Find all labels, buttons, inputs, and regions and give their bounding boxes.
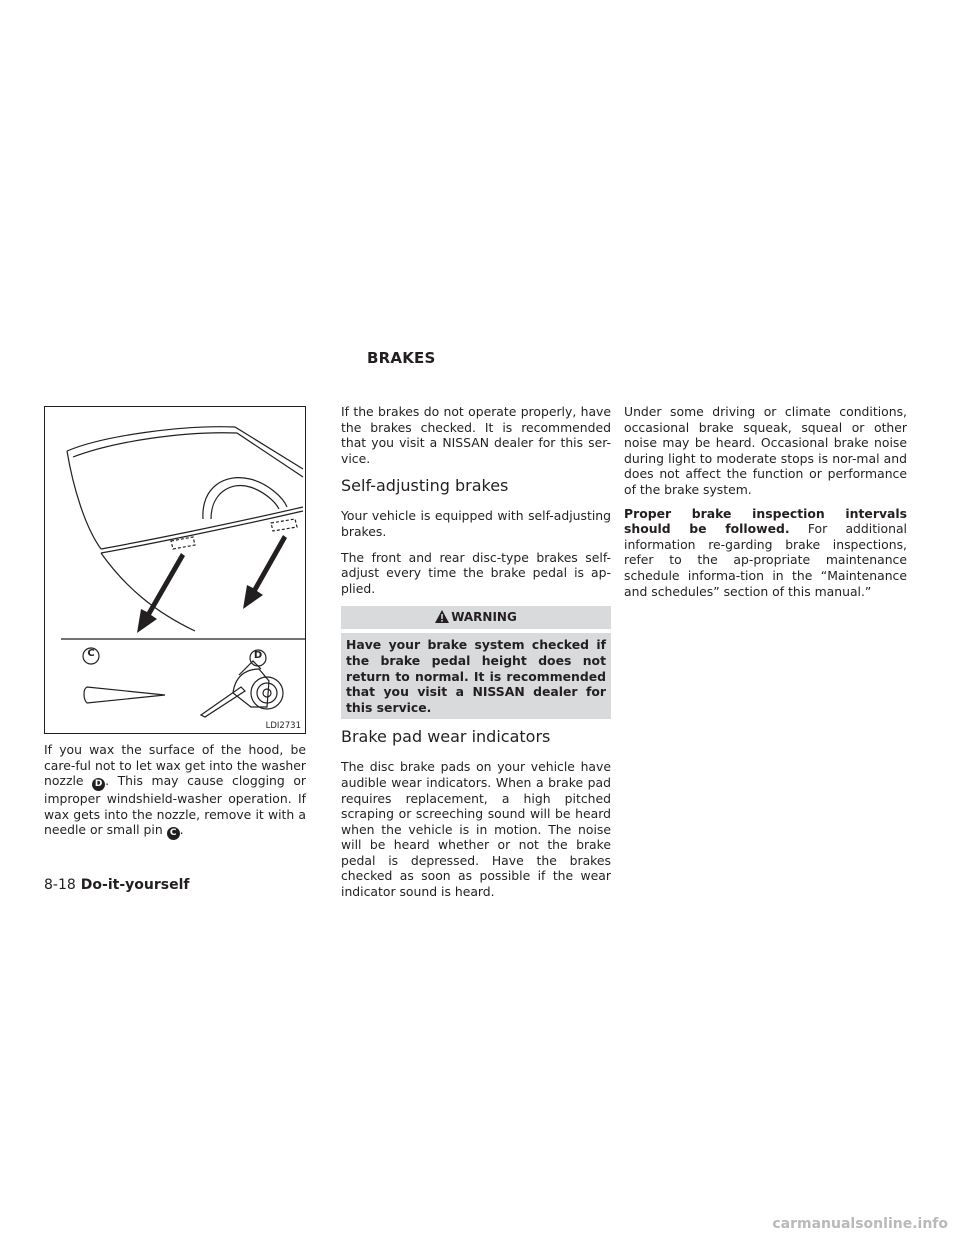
brake-noise-paragraph: Under some driving or climate conditions, occasional brake squeak, squeal or other noise may be heard. Occasional brake noise during light to moderate stops is nor-mal and does not affect the function or performance of the brake system. [624,404,907,497]
hood-illustration [45,407,305,733]
figure-code: LDI2731 [265,721,301,731]
page-number: 8-18 [44,877,76,893]
warning-header [341,606,611,629]
brakes-intro-paragraph: If the brakes do not operate properly, have the brakes checked. It is recommended that you visit a NISSAN dealer for this ser-vice. [341,404,611,466]
hood-washer-nozzle-figure [44,406,306,734]
self-adjusting-heading: Self-adjusting brakes [341,476,509,496]
needle-illustration [84,687,165,703]
callout-c-label: C [87,648,95,659]
warning-label: WARNING [451,610,517,625]
column-3 [624,404,907,607]
wear-indicators-paragraph: The disc brake pads on your vehicle have audible wear indicators. When a brake pad requires replacement, a high pitched scraping or screeching sound will be heard when the vehicle is in motion. The noise will be heard whether or not the brake pedal is depressed. Have the brakes checked as soon as possible if the wear indicator sound is heard. [341,759,611,900]
self-adjusting-paragraph-2: The front and rear disc-type brakes self-adjust every time the brake pedal is ap-plied. [341,549,611,596]
wear-indicators-heading: Brake pad wear indicators [341,727,551,747]
hood-wax-paragraph: If you wax the surface of the hood, be care-ful not to let wax get into the washer nozzle D . This may cause clogging or improper windshield-washer operation. If wax gets into the nozzle, remove it with a needle or small pin C . [44,742,306,839]
chapter-title: Do-it-yourself [80,877,190,893]
inspection-paragraph: Proper brake inspection intervals should be followed. For additional information re-garding brake inspections, refer to the ap-propriate maintenance schedule informa-tion in the “Maintenance and schedules” section of this manual.” [624,505,907,599]
column-1 [44,742,306,850]
ref-c-badge: C [167,827,180,840]
section-title: BRAKES [367,349,436,367]
watermark: carmanualsonline.info [772,1216,948,1232]
warning-triangle-icon [435,608,449,631]
self-adjusting-paragraph-1: Your vehicle is equipped with self-adjusting brakes. [341,508,611,539]
warning-text: Have your brake system checked if the brake pedal height does not return to normal. It is recommended that you visit a NISSAN dealer for this service. [341,633,611,719]
page-footer [44,877,189,893]
washer-nozzle-illustration [201,661,283,717]
column-2 [341,404,611,910]
callout-d-label: D [253,650,263,661]
ref-d-badge: D [92,778,105,791]
